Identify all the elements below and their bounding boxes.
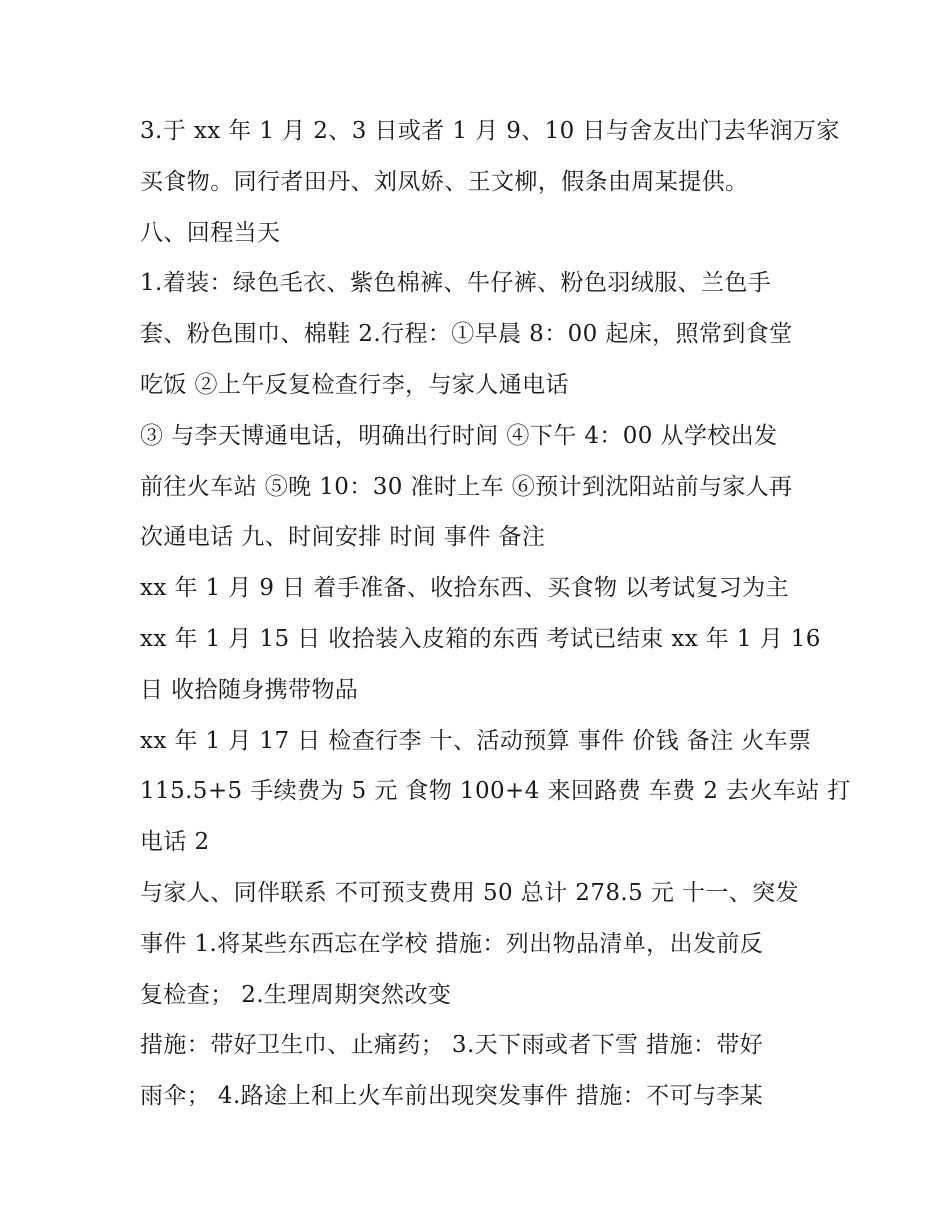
text-line: 买食物。同行者田丹、刘凤娇、王文柳，假条由周某提供。 xyxy=(140,168,749,195)
text-line: xx 年 1 月 9 日 着手准备、收拾东西、买食物 以考试复习为主 xyxy=(140,575,789,602)
text-line: 电话 2 xyxy=(140,829,210,856)
text-line: 日 收拾随身携带物品 xyxy=(140,676,359,703)
text-line: xx 年 1 月 17 日 检查行李 十、活动预算 事件 价钱 备注 火车票 xyxy=(140,727,812,754)
text-line: xx 年 1 月 15 日 收拾装入皮箱的东西 考试已结束 xx 年 1 月 16 xyxy=(140,625,821,652)
text-line: 套、粉色围巾、棉鞋 2.行程：①早晨 8：00 起床，照常到食堂 xyxy=(140,321,793,348)
document-body xyxy=(140,106,851,1122)
text-line: 3.于 xx 年 1 月 2、3 日或者 1 月 9、10 日与舍友出门去华润万家 xyxy=(140,118,840,144)
text-line: 措施：带好卫生巾、止痛药； 3.天下雨或者下雪 措施：带好 xyxy=(140,1032,764,1059)
text-line: 吃饭 ②上午反复检查行李，与家人通电话 xyxy=(140,371,569,398)
text-line: 115.5+5 手续费为 5 元 食物 100+4 来回路费 车费 2 去火车站 打 xyxy=(140,778,851,805)
text-line: 次通电话 九、时间安排 时间 事件 备注 xyxy=(140,524,546,551)
section-heading: 八、回程当天 xyxy=(140,219,281,246)
text-line: 复检查； 2.生理周期突然改变 xyxy=(140,981,452,1008)
text-line: 1.着装：绿色毛衣、紫色棉裤、牛仔裤、粉色羽绒服、兰色手 xyxy=(140,270,772,297)
text-line: 事件 1.将某些东西忘在学校 措施：列出物品清单，出发前反 xyxy=(140,930,764,957)
text-line: 与家人、同伴联系 不可预支费用 50 总计 278.5 元 十一、突发 xyxy=(140,879,799,906)
text-line: 雨伞； 4.路途上和上火车前出现突发事件 措施：不可与李某 xyxy=(140,1083,764,1110)
text-line: ③ 与李天博通电话，明确出行时间 ④下午 4：00 从学校出发 xyxy=(140,422,778,449)
text-line: 前往火车站 ⑤晚 10：30 准时上车 ⑥预计到沈阳站前与家人再 xyxy=(140,473,793,500)
